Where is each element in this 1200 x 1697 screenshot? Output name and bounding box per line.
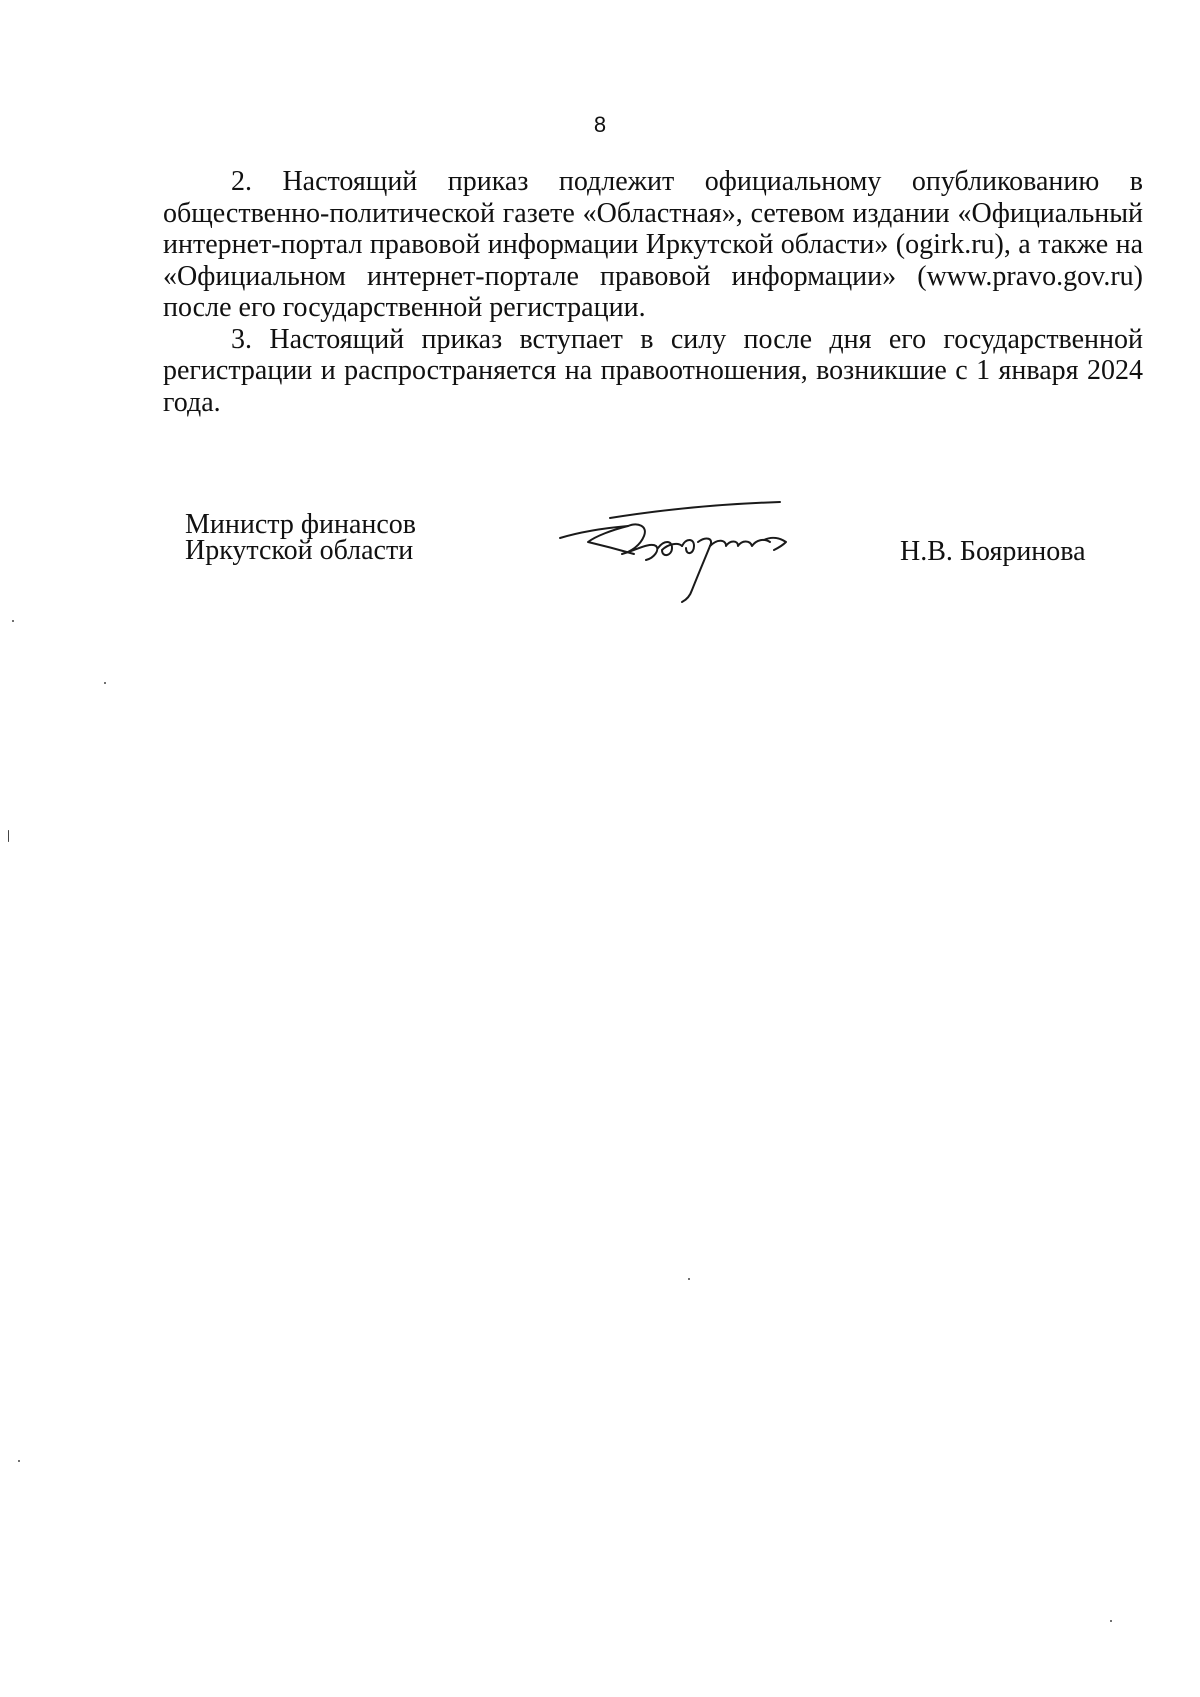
scan-speck	[688, 1278, 690, 1280]
scan-speck	[104, 682, 106, 684]
signer-position-line1: Министр финансов	[185, 509, 417, 540]
signer-position	[185, 509, 417, 566]
scan-speck	[8, 830, 9, 842]
signature-block	[0, 508, 1200, 618]
paragraph-publication: 2. Настоящий приказ подлежит официальному опубликованию в общественно-политической газете «Областная», сетевом издании «Официальный интернет-портал правовой информации Иркутской области» (ogirk.ru), а также на «Официальном интернет-портале правовой информации» (www.pravo.gov.ru) после его государственной регистрации.	[163, 166, 1143, 323]
page-number: 8	[593, 112, 607, 137]
body-text	[163, 166, 1143, 418]
scan-speck	[18, 1460, 20, 1462]
signer-name: Н.В. Бояринова	[900, 536, 1086, 567]
handwritten-signature	[550, 480, 830, 610]
scan-speck	[12, 620, 14, 622]
paragraph-effective-date: 3. Настоящий приказ вступает в силу после дня его государственной регистрации и распространяется на правоотношения, возникшие с 1 января 2024 года.	[163, 323, 1143, 418]
signer-position-line2: Иркутской области	[185, 535, 414, 566]
scan-speck	[1110, 1620, 1112, 1622]
